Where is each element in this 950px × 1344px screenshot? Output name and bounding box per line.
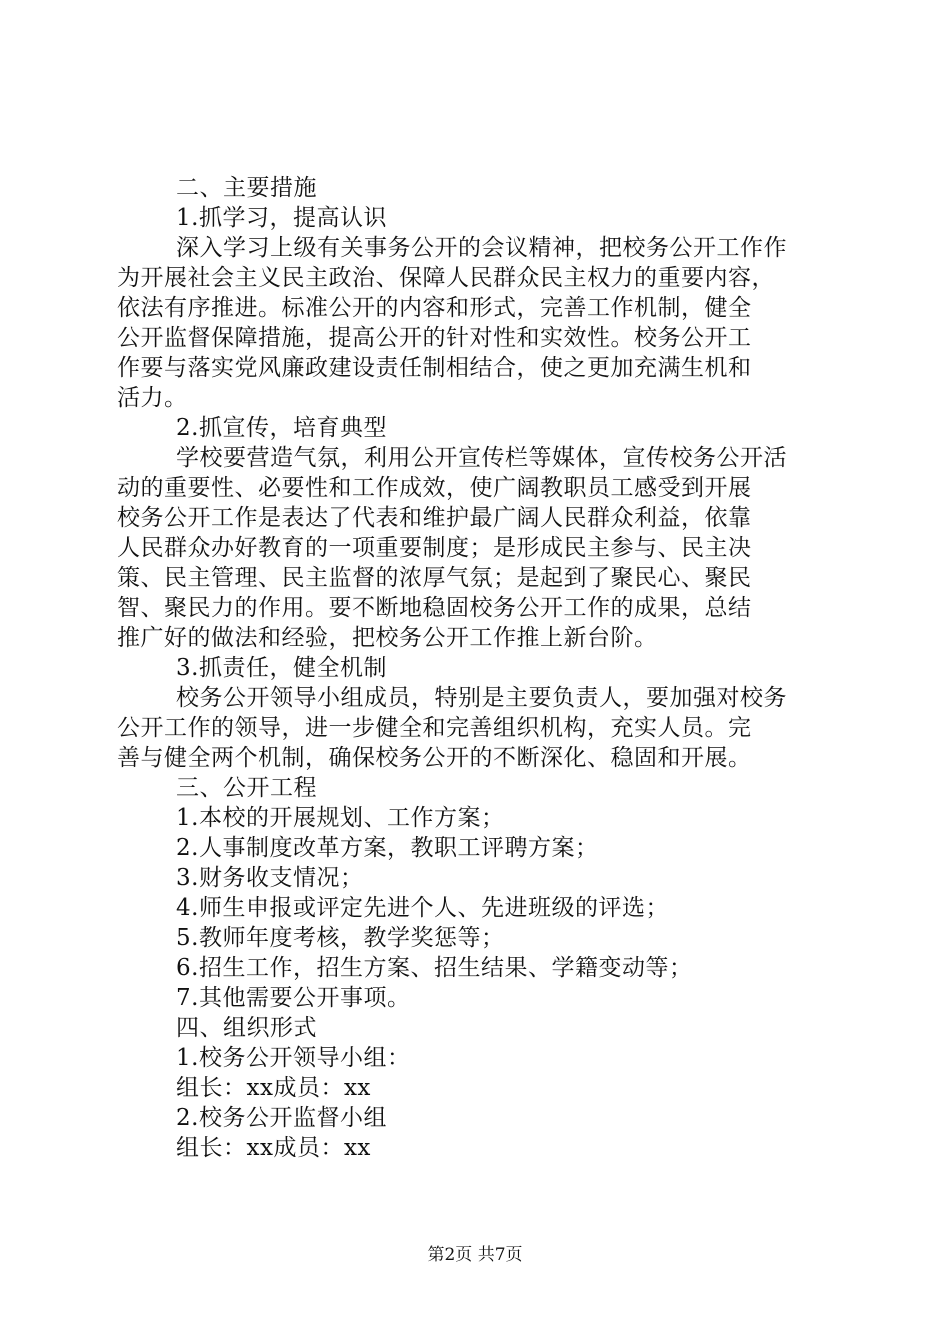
list-item: 1.本校的开展规划、工作方案； <box>176 805 505 831</box>
paragraph-line: 深入学习上级有关事务公开的会议精神，把校务公开工作作 <box>176 235 787 261</box>
member-line: 组长：xx成员：xx <box>176 1075 371 1101</box>
subheading: 3.抓责任，健全机制 <box>176 655 387 681</box>
member-line: 组长：xx成员：xx <box>176 1135 371 1161</box>
paragraph-line: 善与健全两个机制，确保校务公开的不断深化、稳固和开展。 <box>117 745 752 771</box>
paragraph-line: 策、民主管理、民主监督的浓厚气氛；是起到了聚民心、聚民 <box>117 565 752 591</box>
section-heading: 二、主要措施 <box>176 175 317 201</box>
list-item: 1.校务公开领导小组： <box>176 1045 411 1071</box>
paragraph-line: 学校要营造气氛，利用公开宣传栏等媒体，宣传校务公开活 <box>176 445 787 471</box>
paragraph-line: 依法有序推进。标准公开的内容和形式，完善工作机制，健全 <box>117 295 752 321</box>
paragraph-line: 为开展社会主义民主政治、保障人民群众民主权力的重要内容， <box>117 265 775 291</box>
list-item: 7.其他需要公开事项。 <box>176 985 411 1011</box>
list-item: 5.教师年度考核，教学奖惩等； <box>176 925 505 951</box>
paragraph-line: 作要与落实党风廉政建设责任制相结合，使之更加充满生机和 <box>117 355 752 381</box>
paragraph-line: 推广好的做法和经验，把校务公开工作推上新台阶。 <box>117 625 658 651</box>
list-item: 4.师生申报或评定先进个人、先进班级的评选； <box>176 895 669 921</box>
subheading: 1.抓学习，提高认识 <box>176 205 387 231</box>
paragraph-line: 校务公开工作是表达了代表和维护最广阔人民群众利益，依靠 <box>117 505 752 531</box>
page-number-footer: 第2页 共7页 <box>427 1245 523 1265</box>
section-heading: 四、组织形式 <box>176 1015 317 1041</box>
section-heading: 三、公开工程 <box>176 775 317 801</box>
list-item: 2.人事制度改革方案，教职工评聘方案； <box>176 835 599 861</box>
list-item: 6.招生工作，招生方案、招生结果、学籍变动等； <box>176 955 693 981</box>
document-body <box>117 173 833 1163</box>
list-item: 2.校务公开监督小组 <box>176 1105 387 1131</box>
paragraph-line: 公开监督保障措施，提高公开的针对性和实效性。校务公开工 <box>117 325 752 351</box>
paragraph-line: 人民群众办好教育的一项重要制度；是形成民主参与、民主决 <box>117 535 752 561</box>
paragraph-line: 公开工作的领导，进一步健全和完善组织机构，充实人员。完 <box>117 715 752 741</box>
paragraph-line: 校务公开领导小组成员，特别是主要负责人，要加强对校务 <box>176 685 787 711</box>
paragraph-line: 动的重要性、必要性和工作成效，使广阔教职员工感受到开展 <box>117 475 752 501</box>
list-item: 3.财务收支情况； <box>176 865 364 891</box>
paragraph-line: 智、聚民力的作用。要不断地稳固校务公开工作的成果，总结 <box>117 595 752 621</box>
subheading: 2.抓宣传，培育典型 <box>176 415 387 441</box>
paragraph-line: 活力。 <box>117 385 188 411</box>
